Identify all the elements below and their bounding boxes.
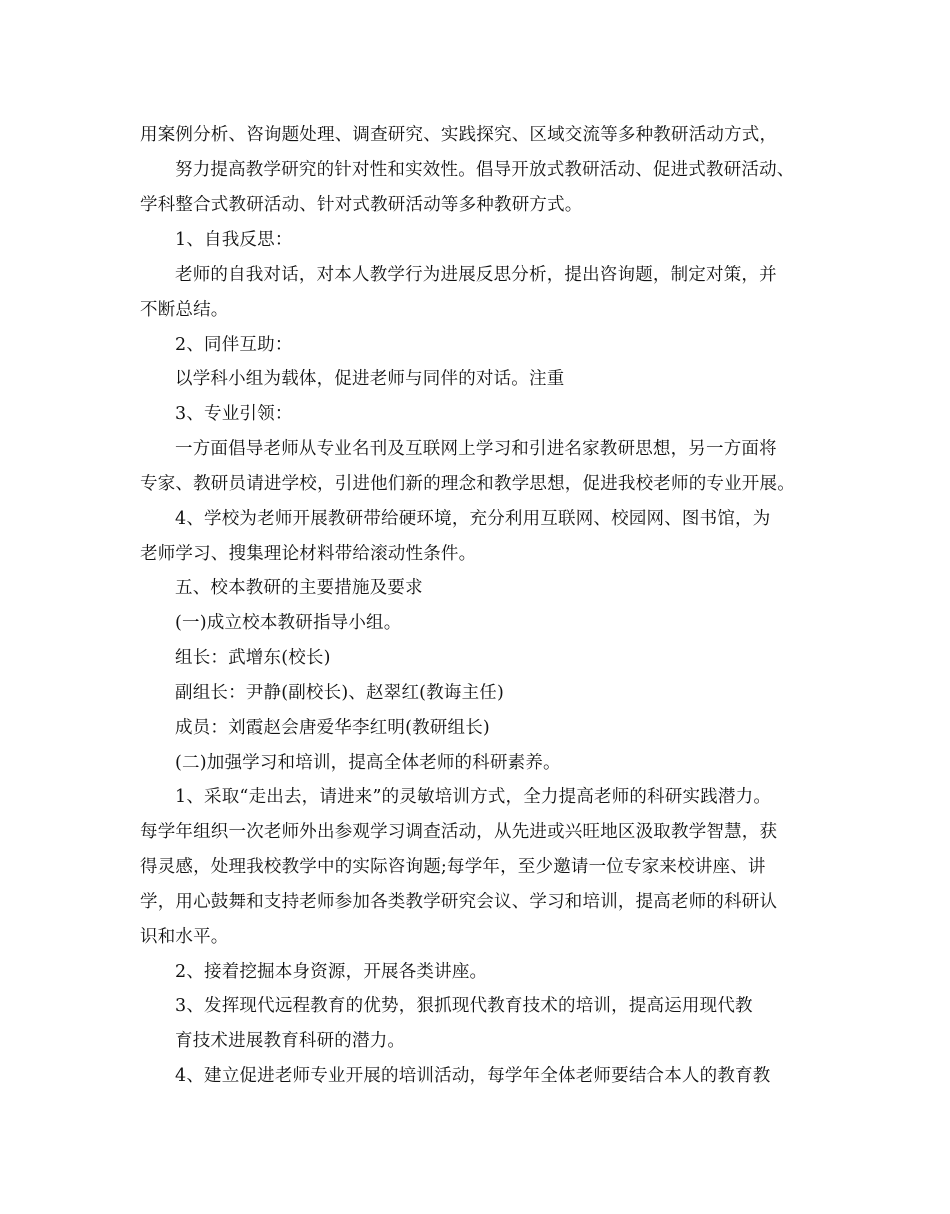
text-line: 专家、教研员请进学校，引进他们新的理念和教学思想，促进我校老师的专业开展。 [140,474,795,494]
text-line: 1、自我反思： [175,230,293,250]
text-line: 老师的自我对话，对本人教学行为进展反思分析，提出咨询题，制定对策，并 [175,265,777,285]
text-line: 得灵感，处理我校教学中的实际咨询题;每学年，至少邀请一位专家来校讲座、讲 [140,857,766,877]
text-line: 老师学习、搜集理论材料带给滚动性条件。 [140,544,477,564]
text-line: 1、采取“走出去，请进来”的灵敏培训方式，全力提高老师的科研实践潜力。 [175,787,772,807]
text-line: 3、专业引领： [175,404,293,424]
text-line: 每学年组织一次老师外出参观学习调查活动，从先进或兴旺地区汲取教学智慧，获 [140,822,778,842]
text-line: 努力提高教学研究的针对性和实效性。倡导开放式教研活动、促进式教研活动、 [175,160,795,180]
text-line: 2、接着挖掘本身资源，开展各类讲座。 [175,962,488,982]
text-line: 组长：武增东(校长) [175,648,331,668]
text-line: 不断总结。 [140,300,229,320]
text-line: 学，用心鼓舞和支持老师参加各类教学研究会议、学习和培训，提高老师的科研认 [140,892,778,912]
text-line: 一方面倡导老师从专业名刊及互联网上学习和引进名家教研思想，另一方面将 [175,439,777,459]
text-line: 用案例分析、咨询题处理、调查研究、实践探究、区域交流等多种教研活动方式， [140,125,778,145]
text-line: 4、建立促进老师专业开展的培训活动，每学年全体老师要结合本人的教育教 [175,1066,771,1086]
text-line: 2、同伴互助： [175,335,293,355]
text-line: 成员：刘霞赵会唐爱华李红明(教研组长) [175,718,490,738]
text-line: 副组长：尹静(副校长)、赵翠红(教诲主任) [175,683,505,703]
text-line: 五、校本教研的主要措施及要求 [175,578,423,598]
text-line: 4、学校为老师开展教研带给硬环境，充分利用互联网、校园网、图书馆，为 [175,509,771,529]
text-line: 以学科小组为载体，促进老师与同伴的对话。注重 [175,369,565,389]
text-line: (一)成立校本教研指导小组。 [175,613,402,633]
text-line: 3、发挥现代远程教育的优势，狠抓现代教育技术的培训，提高运用现代教 [175,996,753,1016]
text-line: (二)加强学习和培训，提高全体老师的科研素养。 [175,753,561,773]
text-line: 识和水平。 [140,927,229,947]
text-line: 育技术进展教育科研的潜力。 [175,1031,406,1051]
text-line: 学科整合式教研活动、针对式教研活动等多种教研方式。 [140,195,583,215]
